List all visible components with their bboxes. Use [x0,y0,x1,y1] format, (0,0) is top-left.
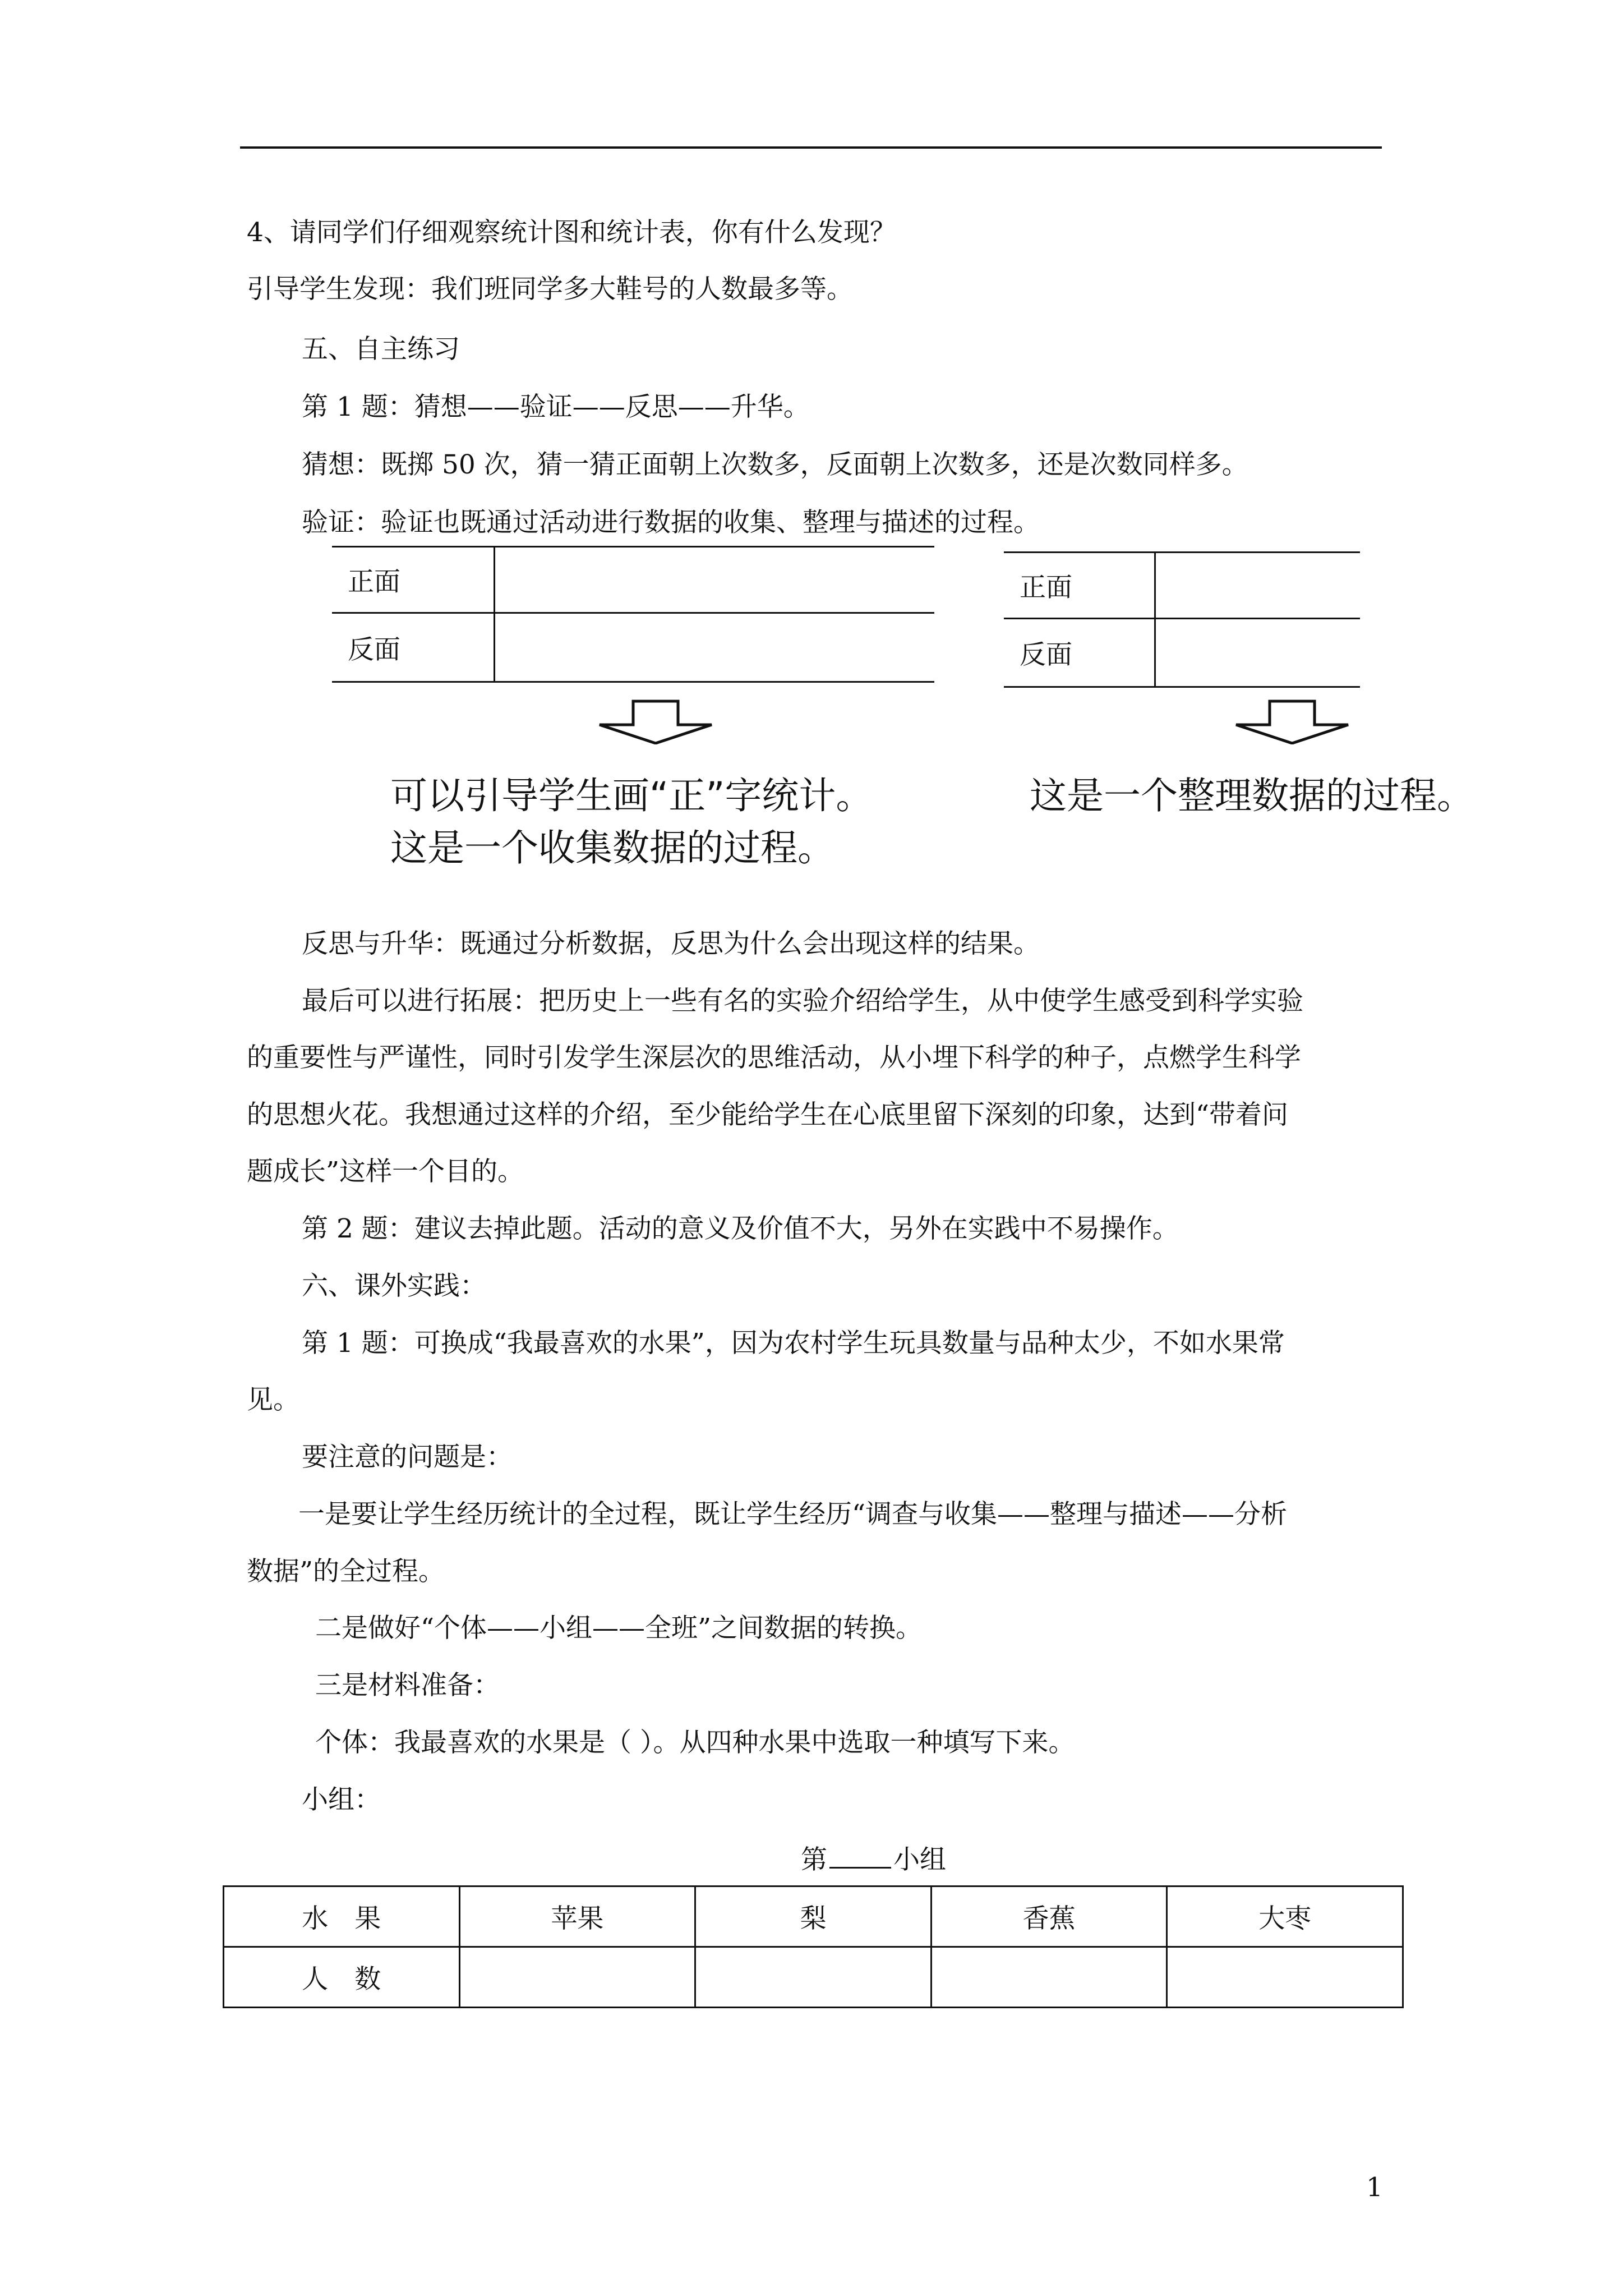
point-three-line: 三是材料准备： [315,1670,500,1701]
group-table-caption [801,1843,946,1877]
count-cell [1155,619,1361,687]
header-pear: 梨 [695,1887,932,1947]
row-label-back: 反面 [332,613,495,682]
exercise-1-line: 第 1 题：猜想——验证——反思——升华。 [302,392,810,422]
callout-left-2: 这是一个收集数据的过程。 [390,826,834,869]
header-jujube: 大枣 [1167,1887,1403,1947]
table-row [1004,553,1360,619]
count-cell [459,1947,695,2008]
extension-line-1: 最后可以进行拓展：把历史上一些有名的实验介绍给学生，从中使学生感受到科学实验 [302,986,1303,1016]
table-row [1004,619,1360,687]
extension-line-3: 的思想火花。我想通过这样的介绍，至少能给学生在心底里留下深刻的印象，达到“带着问 [247,1099,1289,1130]
count-cell [931,1947,1167,2008]
attention-heading: 要注意的问题是： [302,1442,513,1473]
header-banana: 香蕉 [931,1887,1167,1947]
point-one-line-a: 一是要让学生经历统计的全过程，既让学生经历“调查与收集——整理与描述——分析 [298,1499,1288,1530]
header-apple: 苹果 [459,1887,695,1947]
extension-line-2: 的重要性与严谨性，同时引发学生深层次的思维活动，从小埋下科学的种子，点燃学生科学 [247,1042,1301,1073]
question-4: 4、请同学们仔细观察统计图和统计表，你有什么发现？ [247,217,896,248]
guide-line: 引导学生发现：我们班同学多大鞋号的人数最多等。 [247,274,853,305]
practice-1-line-b: 见。 [247,1384,299,1415]
exercise-2-line: 第 2 题：建议去掉此题。活动的意义及价值不大，另外在实践中不易操作。 [302,1213,1179,1244]
individual-line: 个体：我最喜欢的水果是（ ）。从四种水果中选取一种填写下来。 [315,1727,1075,1758]
point-two-line: 二是做好“个体——小组——全班”之间数据的转换。 [315,1613,923,1644]
tally-cell [495,547,935,613]
caption-prefix: 第 [801,1844,827,1875]
count-cell [1155,553,1361,619]
group-number-blank [829,1846,891,1869]
verify-line: 验证：验证也既通过活动进行数据的收集、整理与描述的过程。 [302,507,1040,538]
practice-1-line-a: 第 1 题：可换成“我最喜欢的水果”，因为农村学生玩具数量与品种太少，不如水果常 [302,1328,1285,1359]
table-header-row [224,1887,1403,1947]
tally-cell [495,613,935,682]
callout-left-1: 可以引导学生画“正”字统计。 [390,774,873,817]
point-one-line-b: 数据”的全过程。 [247,1556,445,1587]
extension-line-4: 题成长”这样一个目的。 [247,1156,524,1187]
fruit-group-table [223,1885,1404,2008]
table-row [332,613,934,682]
table-row [224,1947,1403,2008]
row-label-back: 反面 [1004,619,1155,687]
count-cell [1167,1947,1403,2008]
count-cell [695,1947,932,2008]
caption-suffix: 小组 [893,1844,946,1875]
reflect-line: 反思与升华：既通过分析数据，反思为什么会出现这样的结果。 [302,928,1040,959]
row-label-count: 人 数 [224,1947,460,2008]
table-row [332,547,934,613]
row-label-front: 正面 [1004,553,1155,619]
guess-line: 猜想：既掷 50 次，猜一猜正面朝上次数多，反面朝上次数多，还是次数同样多。 [302,449,1248,480]
down-arrow-icon [597,700,714,744]
row-label-front: 正面 [332,547,495,613]
section-5-heading: 五、自主练习 [302,334,460,365]
right-count-table [1004,551,1360,688]
callout-right: 这是一个整理数据的过程。 [1030,774,1474,817]
page-number: 1 [1366,2172,1383,2203]
header-rule [240,146,1382,149]
down-arrow-icon [1233,700,1351,744]
left-tally-table [332,546,934,683]
group-label: 小组： [302,1784,381,1815]
section-6-heading: 六、课外实践： [302,1271,486,1301]
header-fruit: 水 果 [224,1887,460,1947]
